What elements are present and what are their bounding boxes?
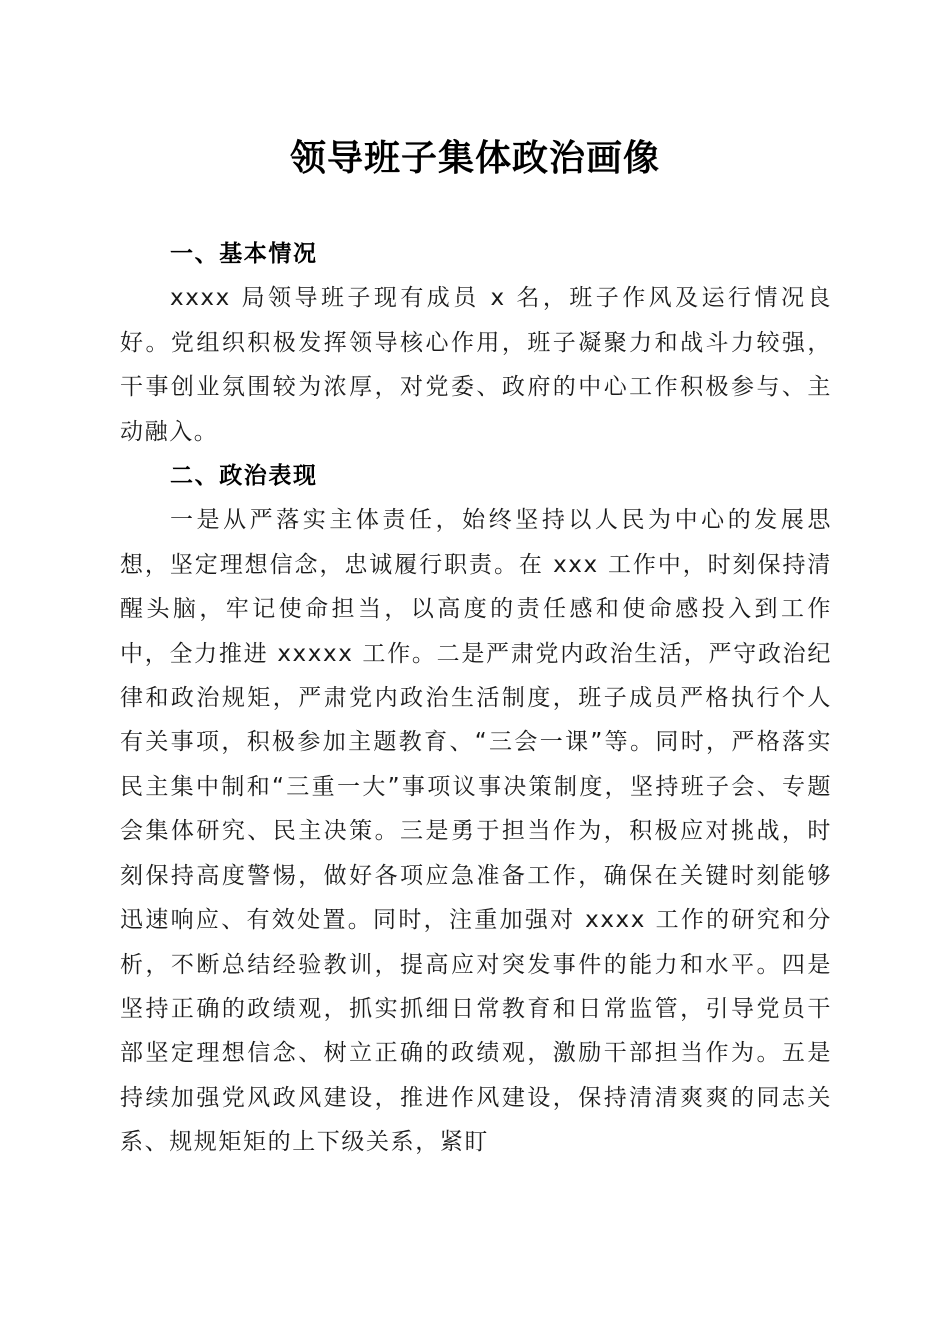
section-heading-political-performance: 二、政治表现 [170,463,318,490]
document-body [120,232,832,1165]
document-title: 领导班子集体政治画像 [289,137,660,179]
section-paragraph-basic-situation: xxxx 局领导班子现有成员 x 名，班子作风及运行情况良好。党组织积极发挥领导核心作用，班子凝聚力和战斗力较强，干事创业氛围较为浓厚，对党委、政府的中心工作积极参与、主动融入。 [120,285,832,445]
section-paragraph-political-performance: 一是从严落实主体责任，始终坚持以人民为中心的发展思想，坚定理想信念，忠诚履行职责。在 xxx 工作中，时刻保持清醒头脑，牢记使命担当，以高度的责任感和使命感投入到工作中，全力推进 xxxxx 工作。二是严肃党内政治生活，严守政治纪律和政治规矩，严肃党内政治生活制度，班子成员严格执行个人有关事项，积极参加主题教育、“三会一课”等。同时，严格落实民主集中制和“三重一大”事项议事决策制度，坚持班子会、专题会集体研究、民主决策。三是勇于担当作为，积极应对挑战，时刻保持高度警惕，做好各项应急准备工作，确保在关键时刻能够迅速响应、有效处置。同时，注重加强对 xxxx 工作的研究和分析，不断总结经验教训，提高应对突发事件的能力和水平。四是坚持正确的政绩观，抓实抓细日常教育和日常监管，引导党员干部坚定理想信念、树立正确的政绩观，激励干部担当作为。五是持续加强党风政风建设，推进作风建设，保持清清爽爽的同志关系、规规矩矩的上下级关系，紧盯 [120,507,832,1156]
section-heading-basic-situation: 一、基本情况 [170,241,318,267]
